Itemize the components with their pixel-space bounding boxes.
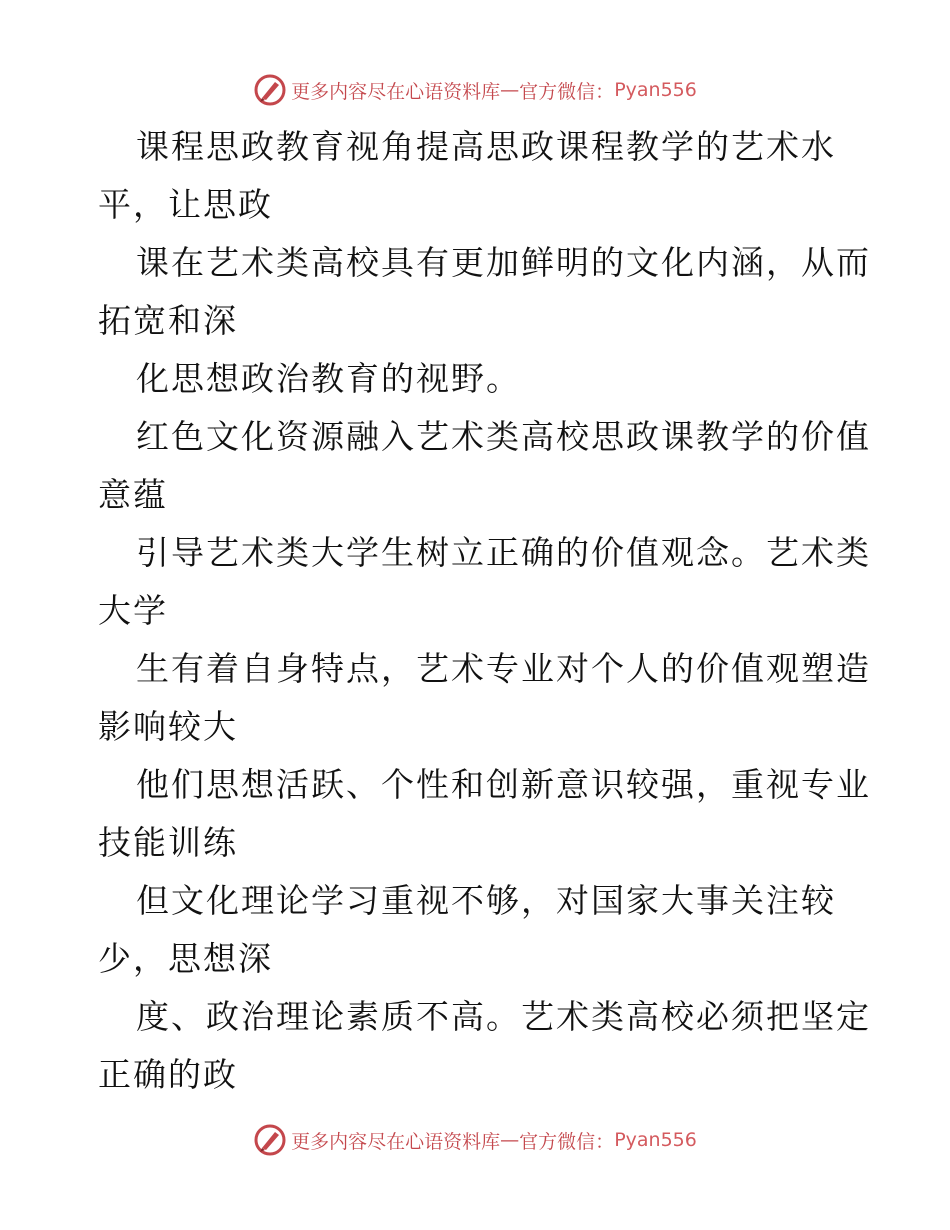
text-line: 化思想政治教育的视野。 <box>136 359 521 398</box>
watermark-main-text: 更多内容尽在心语资料库 <box>291 80 501 103</box>
text-line: 但文化理论学习重视不够，对国家大事关注较 <box>136 881 836 920</box>
text-line: 拓宽和深 <box>98 301 238 340</box>
text-line: 正确的政 <box>98 1055 238 1094</box>
text-line: 他们思想活跃、个性和创新意识较强，重视专业 <box>136 765 871 804</box>
text-line: 度、政治理论素质不高。艺术类高校必须把坚定 <box>136 997 871 1036</box>
text-line: 大学 <box>98 591 168 630</box>
header-watermark <box>0 70 950 110</box>
watermark-main-text: 更多内容尽在心语资料库 <box>291 1130 501 1153</box>
watermark-wechat-label: 官方微信： <box>519 80 615 103</box>
text-line: 课在艺术类高校具有更加鲜明的文化内涵，从而 <box>136 243 871 282</box>
footer-watermark <box>0 1120 950 1160</box>
text-line: 影响较大 <box>98 707 238 746</box>
pen-logo-icon <box>253 1123 287 1157</box>
text-line: 技能训练 <box>98 823 238 862</box>
watermark-separator: — <box>500 1129 520 1151</box>
text-line: 生有着自身特点，艺术专业对个人的价值观塑造 <box>136 649 871 688</box>
watermark-separator: — <box>500 79 520 101</box>
text-line: 引导艺术类大学生树立正确的价值观念。艺术类 <box>136 533 871 572</box>
watermark-wechat-label: 官方微信： <box>519 1130 615 1153</box>
document-body <box>98 118 871 1104</box>
text-line: 平，让思政 <box>98 185 273 224</box>
watermark-wechat-id: Pyan556 <box>614 79 697 101</box>
watermark-wechat-id: Pyan556 <box>614 1129 697 1151</box>
text-line: 意蕴 <box>98 475 168 514</box>
text-line: 课程思政教育视角提高思政课程教学的艺术水 <box>136 127 836 166</box>
pen-logo-icon <box>253 73 287 107</box>
text-line: 少，思想深 <box>98 939 273 978</box>
text-line: 红色文化资源融入艺术类高校思政课教学的价值 <box>136 417 871 456</box>
